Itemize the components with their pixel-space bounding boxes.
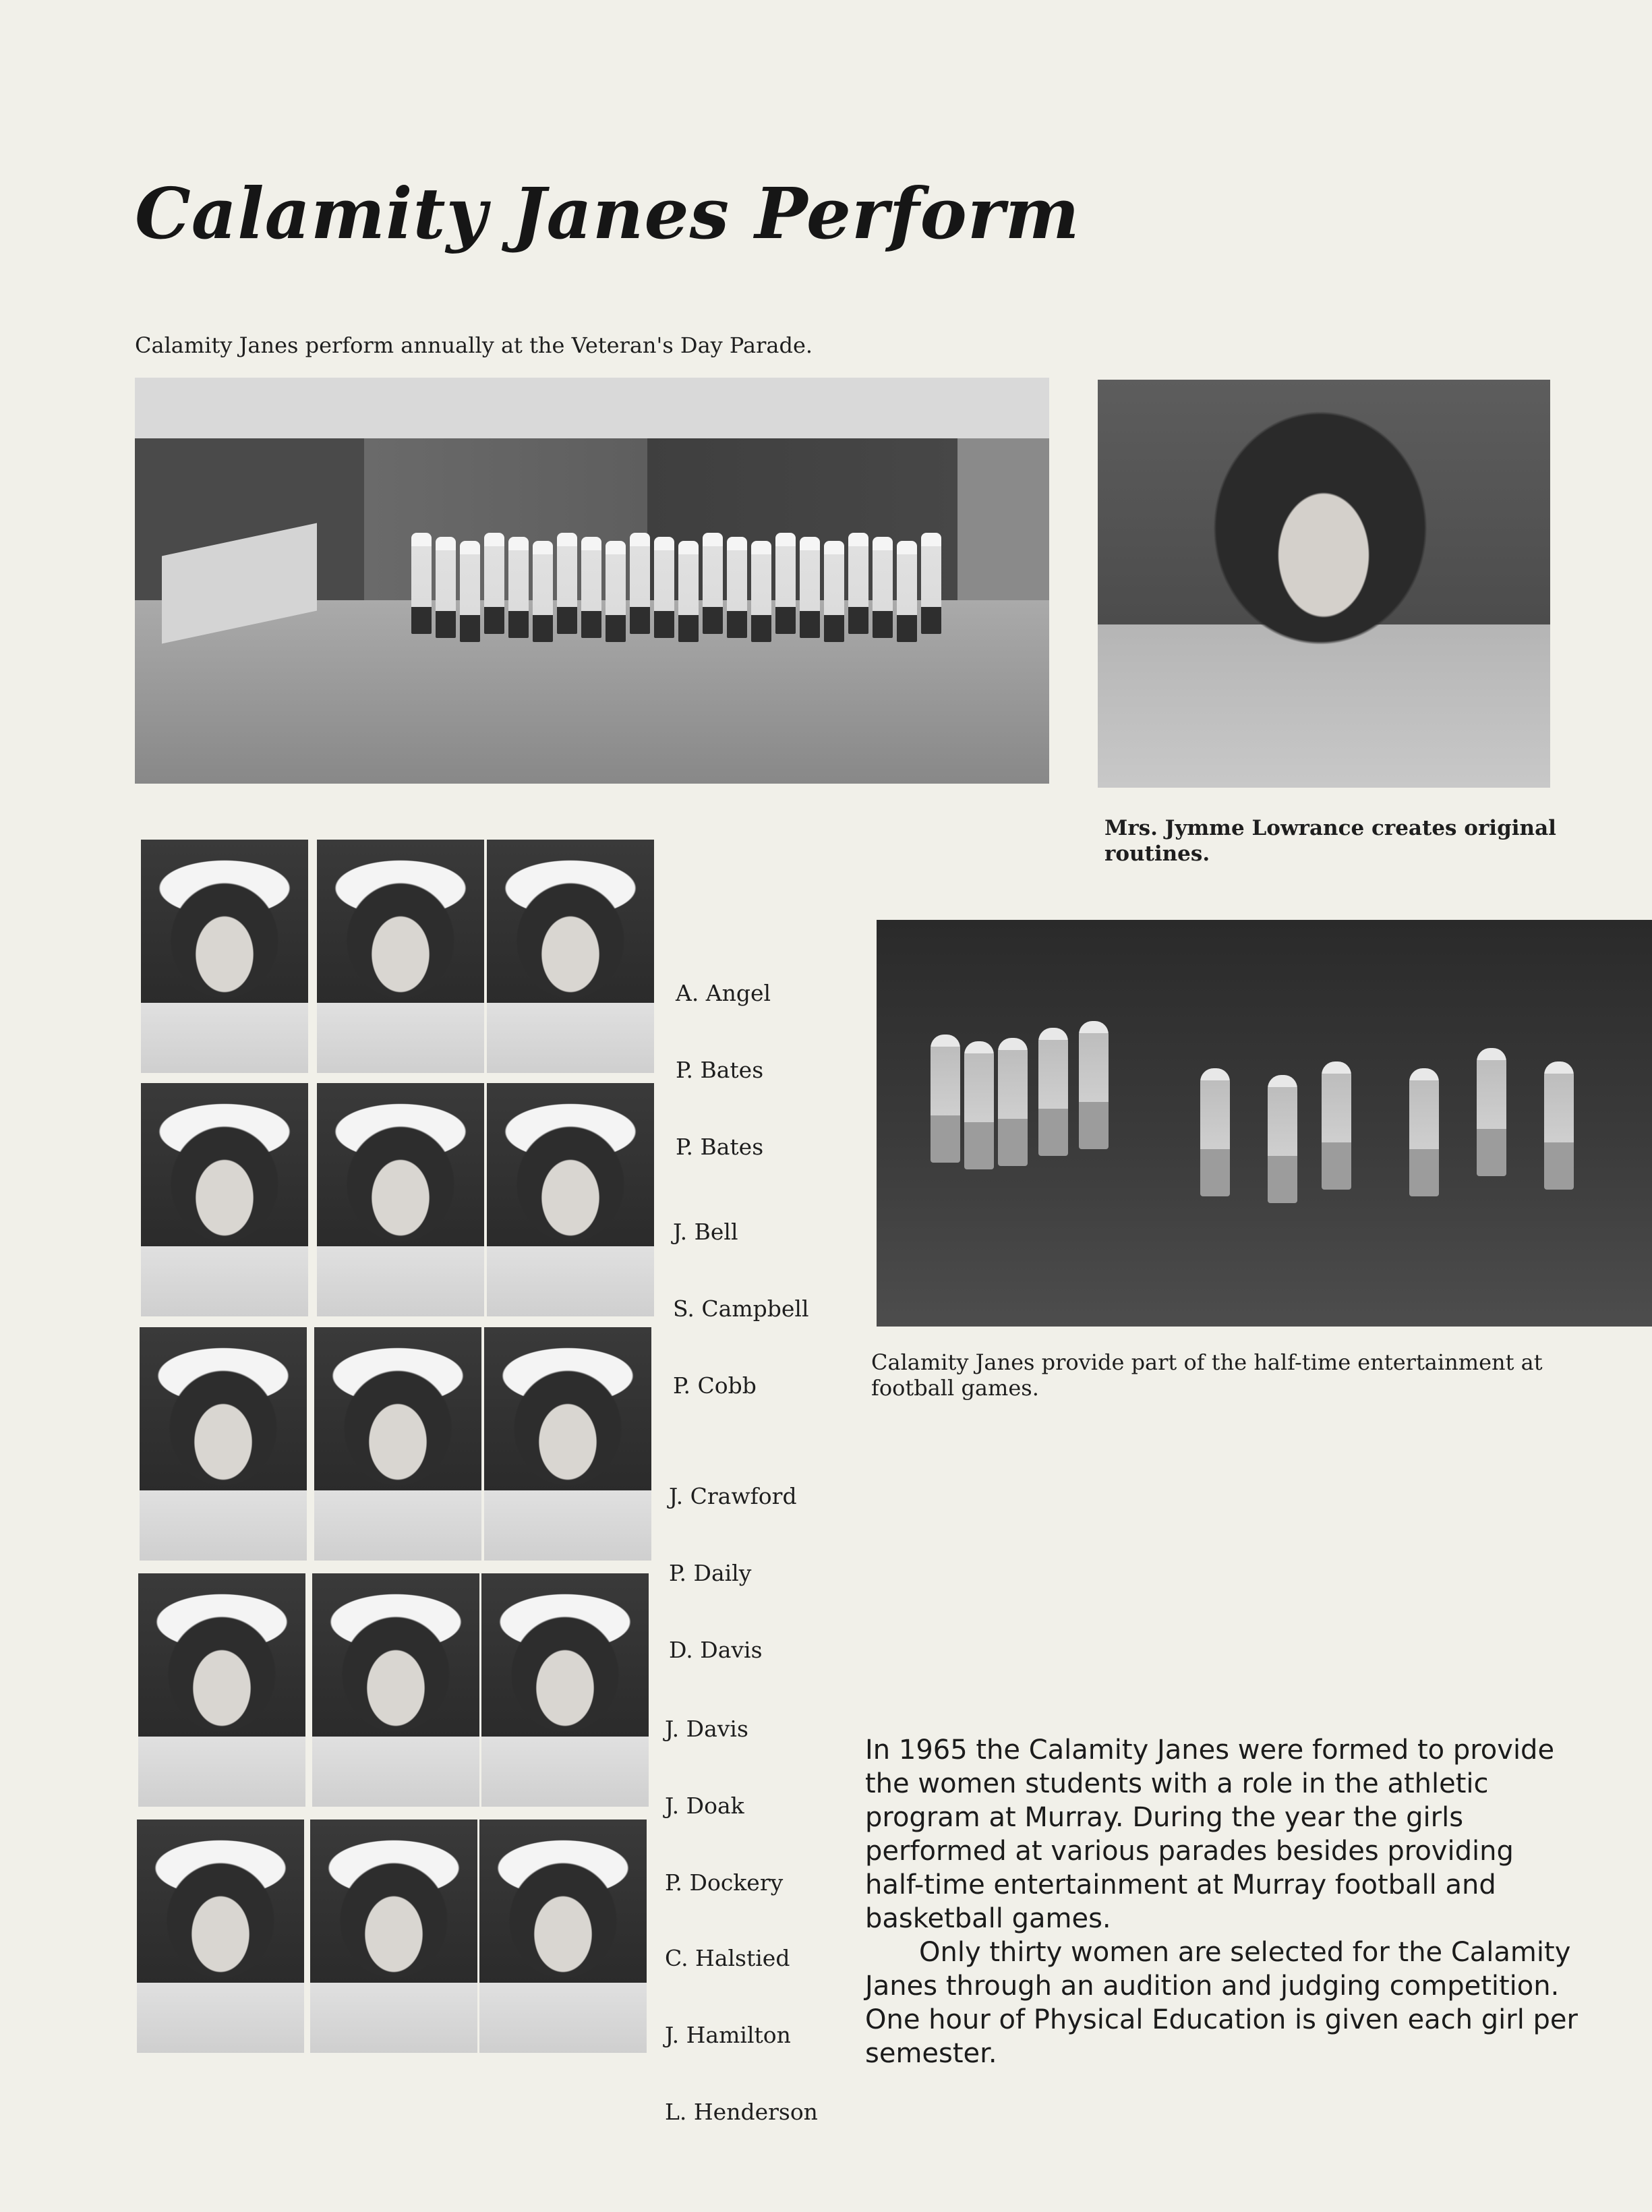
roster-name: D. Davis [669,1637,763,1663]
marcher-figure [727,537,747,638]
headshot [317,1083,484,1316]
roster-name: A. Angel [676,980,771,1006]
parade-photo [135,378,1049,784]
dancer-figure [1322,1061,1351,1190]
roster-name: J. Davis [665,1716,748,1742]
headshot [137,1820,304,2053]
marcher-figure [703,533,723,634]
roster-name: P. Bates [676,1134,764,1160]
roster-name: J. Bell [673,1219,738,1245]
marcher-figure [460,541,480,642]
article-paragraph: Only thirty women are selected for the Calamity Janes through an audition and judging competition. One hour of Physical Education is given each girl per semester. [865,1937,1578,2069]
marcher-figure [678,541,699,642]
roster-name: P. Daily [669,1560,752,1586]
headshot [314,1327,481,1561]
dancer-figure [964,1041,994,1169]
marcher-figure [897,541,917,642]
halftime-caption: Calamity Janes provide part of the half-time entertainment at football games. [871,1349,1543,1401]
dancer-figure [1409,1068,1439,1196]
roster-name: J. Hamilton [665,2022,791,2048]
marcher-figure [508,537,529,638]
dancer-figure [1268,1075,1297,1203]
halftime-photo [877,920,1652,1327]
headshot [138,1573,305,1807]
dancer-figure [931,1035,960,1163]
marcher-figure [533,541,553,642]
headshot [481,1573,649,1807]
headshot [310,1820,477,2053]
headshot [479,1820,647,2053]
headshot [487,1083,654,1316]
marcher-figure [800,537,820,638]
banner-shape [162,523,317,644]
headshot [484,1327,651,1561]
headshot [317,840,484,1073]
headshot [487,840,654,1073]
dancer-figure [1477,1048,1506,1176]
marcher-figure [581,537,601,638]
roster-name: P. Bates [676,1057,764,1083]
roster-names-row-5 [665,1894,818,2176]
facing-page-bleed [1146,135,1652,337]
dancer-figure [1200,1068,1230,1196]
dancer-figure [1038,1028,1068,1156]
roster-name: L. Henderson [665,2099,818,2125]
marcher-figure [411,533,432,634]
dancer-figure [998,1038,1028,1166]
marcher-figure [606,541,626,642]
marcher-figure [921,533,941,634]
marcher-figure [557,533,577,634]
article-body [865,1733,1580,2070]
marcher-figure [775,533,796,634]
roster-names-row-2 [673,1168,809,1450]
marcher-figure [873,537,893,638]
roster-name: C. Halstied [665,1945,790,1971]
roster-name: P. Cobb [673,1372,757,1399]
marcher-figure [654,537,674,638]
marcher-figure [824,541,844,642]
headshot [141,1083,308,1316]
marcher-figure [751,541,771,642]
marching-group [411,533,951,668]
roster-name: J. Doak [665,1793,744,1819]
roster-name: P. Dockery [665,1869,784,1896]
director-portrait-photo [1098,380,1550,788]
marcher-figure [848,533,868,634]
page-title: Calamity Janes Perform [135,172,1080,255]
portrait-caption: Mrs. Jymme Lowrance creates original routines. [1104,816,1556,866]
roster-name: S. Campbell [673,1296,809,1322]
dancer-figure [1544,1061,1574,1190]
article-paragraph: In 1965 the Calamity Janes were formed to provide the women students with a role in the athletic program at Murray. During the year the girls performed at various parades besides providing half-time entertainment at Murray football and basketball games. [865,1735,1555,1934]
headshot [141,840,308,1073]
headshot [312,1573,479,1807]
marcher-figure [436,537,456,638]
dancer-figure [1079,1021,1109,1149]
parade-caption: Calamity Janes perform annually at the Veteran's Day Parade. [135,332,813,358]
marcher-figure [630,533,650,634]
roster-name: J. Crawford [669,1483,797,1509]
headshot [140,1327,307,1561]
marcher-figure [484,533,504,634]
